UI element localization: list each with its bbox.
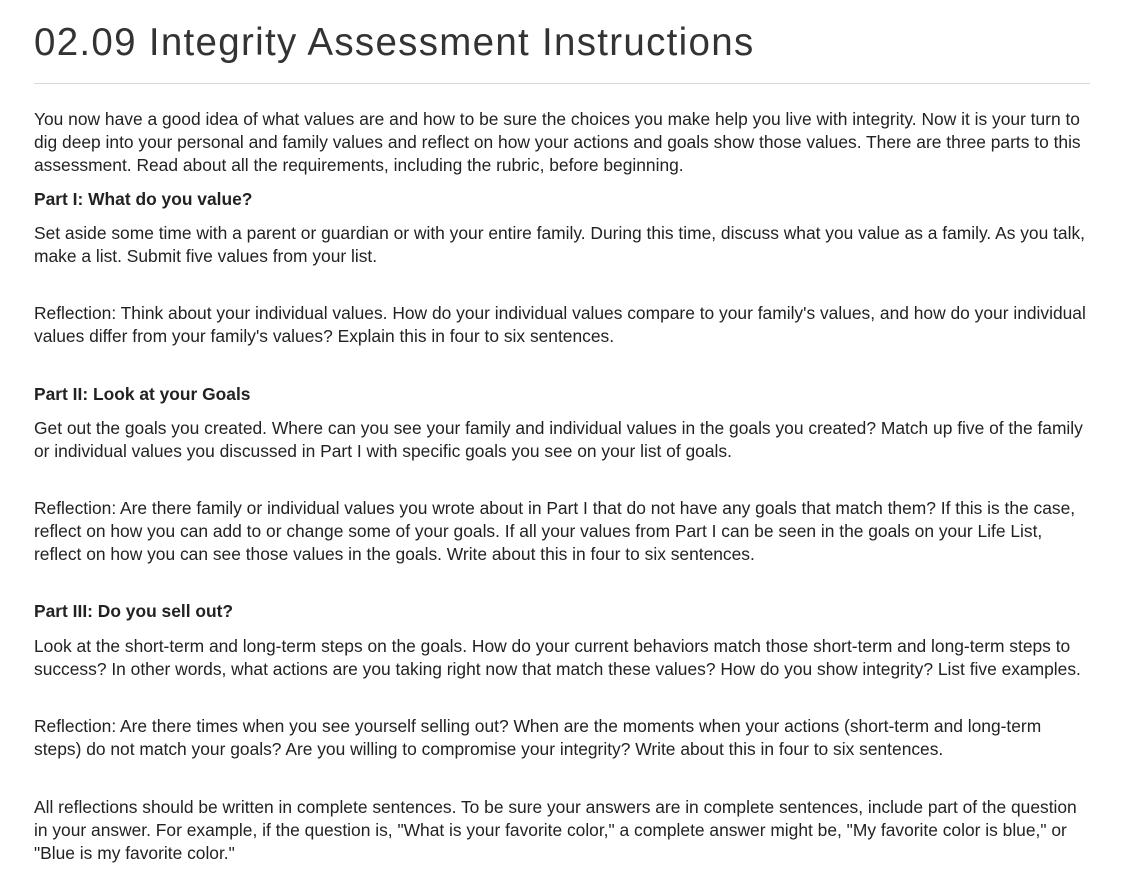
title-divider: [34, 83, 1090, 84]
part1-instruction: Set aside some time with a parent or guardian or with your entire family. During this time, discuss what you value as a family. As you talk, make a list. Submit five values from your list.: [34, 223, 1085, 266]
intro-paragraph: You now have a good idea of what values are and how to be sure the choices you make help you live with integrity. Now it is your turn to dig deep into your personal and family values and reflect on how your actions and goals show those values. There are three parts to this assessment. Read about all the requirements, including the rubric, before beginning.: [34, 109, 1081, 175]
part2-reflection: Reflection: Are there family or individual values you wrote about in Part I that do not have any goals that match them? If this is the case, reflect on how you can add to or change some of your goals. If all your values from Part I can be seen in the goals on your Life List, reflect on how you can see those values in the goals. Write about this in four to six sentences.: [34, 498, 1076, 564]
part2-heading: Part II: Look at your Goals: [34, 384, 251, 404]
part3-heading: Part III: Do you sell out?: [34, 601, 234, 621]
part2-instruction: Get out the goals you created. Where can you see your family and individual values in the goals you created? Match up five of the family or individual values you discussed in Part I with specific goals you see on your list of goals.: [34, 418, 1083, 461]
part1-heading: Part I: What do you value?: [34, 189, 253, 209]
page-title: 02.09 Integrity Assessment Instructions: [34, 21, 755, 64]
closing-paragraph: All reflections should be written in complete sentences. To be sure your answers are in complete sentences, include part of the question in your answer. For example, if the question is, "What is your favorite color," a complete answer might be, "My favorite color is blue," or "Blue is my favorite color.": [34, 797, 1077, 863]
part1-reflection: Reflection: Think about your individual values. How do your individual values compare to your family's values, and how do your individual values differ from your family's values? Explain this in four to six sentences.: [34, 303, 1086, 346]
part3-instruction: Look at the short-term and long-term steps on the goals. How do your current behaviors match those short-term and long-term steps to success? In other words, what actions are you taking right now that match these values? How do you show integrity? List five examples.: [34, 636, 1081, 679]
part3-reflection: Reflection: Are there times when you see yourself selling out? When are the moments when your actions (short-term and long-term steps) do not match your goals? Are you willing to compromise your integrity? Write about this in four to six sentences.: [34, 716, 1042, 759]
